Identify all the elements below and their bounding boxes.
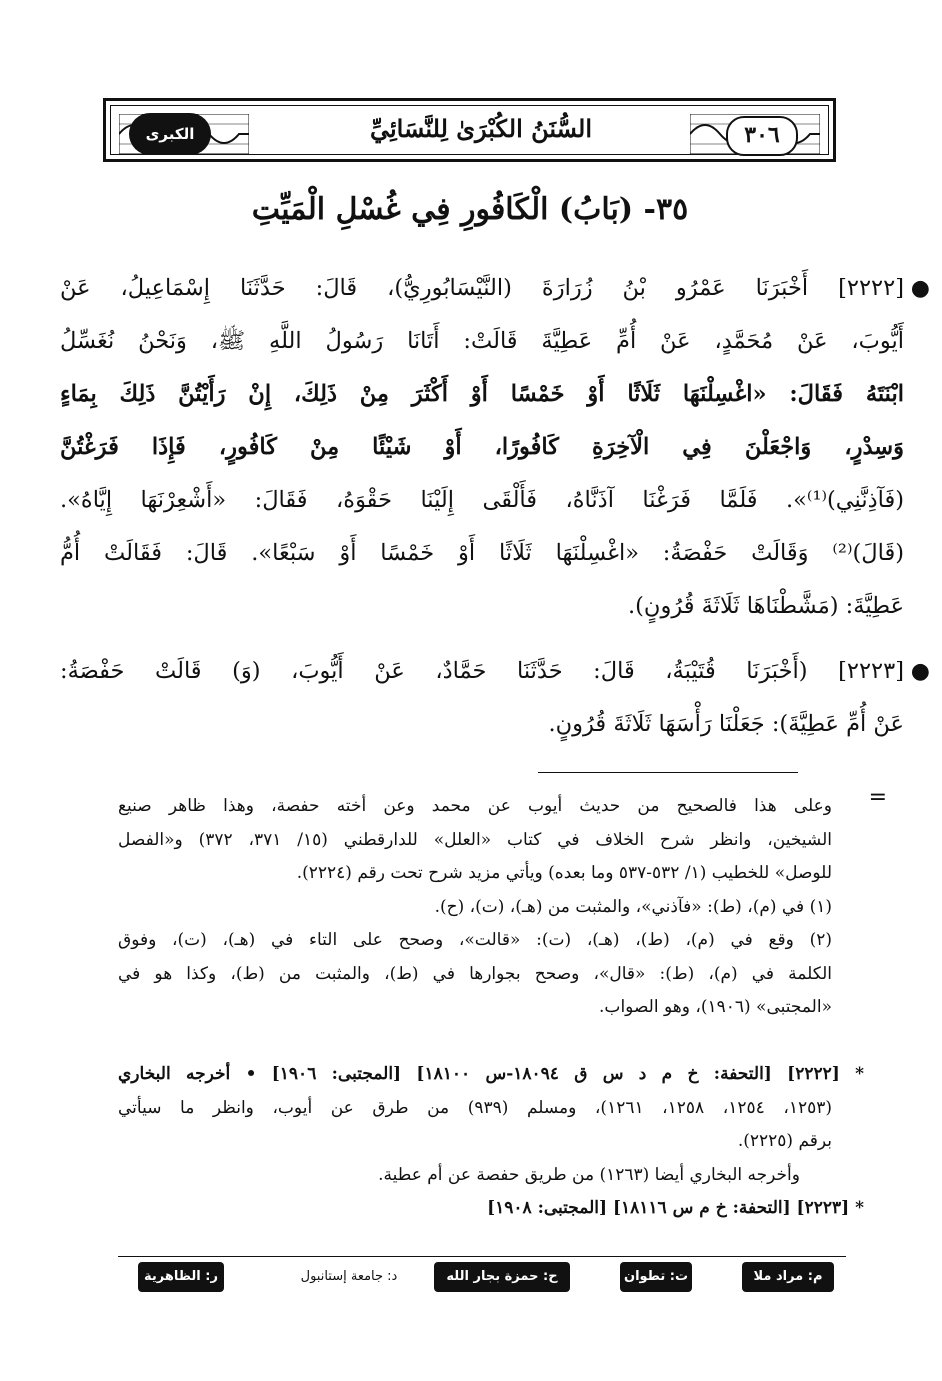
- footnote-line: وعلى هذا فالصحيح من حديث أيوب عن محمد وعن أخته حفصة، وهذا ظاهر صنيع: [118, 796, 832, 816]
- bullet-icon: ●: [910, 276, 930, 301]
- takhrij-line: * [٢٢٢٢] [التحفة: خ م د س ق ١٨٠٩٤-س ١٨١٠٠] [المجتبى: ١٩٠٦] • أخرجه البخاري: [118, 1064, 864, 1084]
- manuscript-legend: [130, 1262, 834, 1294]
- takhrij-line: * [٢٢٢٣] [التحفة: خ م س ١٨١١٦] [المجتبى: ١٩٠٨]: [487, 1198, 864, 1218]
- hadith-line: أَيُّوبَ، عَنْ مُحَمَّدٍ، عَنْ أُمِّ عَطِيَّةَ قَالَتْ: أَتَانَا رَسُولُ اللَّهِ ﷺ، وَنَحْنُ نُغَسِّلُ: [60, 328, 904, 354]
- manuscript-tag: ح: حمزة بجار الله: [434, 1262, 570, 1292]
- page-header: [103, 98, 836, 162]
- manuscript-tag: ت: تطوان: [620, 1262, 692, 1292]
- hadith-line: ابْنَتَهُ فَقَالَ: «اغْسِلْنَهَا ثَلَاثًا أَوْ خَمْسًا أَوْ أَكْثَرَ مِنْ ذَلِكَ، إِنْ رَأَيْتُنَّ ذَلِكَ بِمَاءٍ: [60, 381, 904, 407]
- footnote-line: الكلمة في (م)، (ط): «قال»، وصحح بجوارها في (ط)، والمثبت من (ط)، وكذا هو في: [118, 963, 832, 984]
- book-title: السُّنَنُ الكُبْرَىٰ لِلنَّسَائِيِّ: [369, 114, 593, 143]
- hadith-line: [٢٢٢٢] أَخْبَرَنَا عَمْرُو بْنُ زُرَارَةَ (النَّيْسَابُورِيُّ)، قَالَ: حَدَّثَنَا إِسْمَاعِيلُ، عَنْ: [60, 275, 904, 301]
- hadith-line: (قَالَ)⁽²⁾ وَقَالَتْ حَفْصَةُ: «اغْسِلْنَهَا ثَلَاثًا أَوْ خَمْسًا أَوْ سَبْعًا». قَالَ: فَقَالَتْ أُمُّ: [60, 540, 904, 566]
- hadith-entry: [60, 262, 930, 633]
- bottom-separator: [118, 1256, 846, 1257]
- manuscript-tag: د: جامعة إستانبول: [300, 1269, 398, 1284]
- takhrij-block: [118, 1058, 864, 1226]
- footnote-separator: [538, 772, 798, 773]
- footnote-line: (١) في (م)، (ط): «فآذني»، والمثبت من (هـ)، (ت)، (ح).: [434, 896, 832, 917]
- hadith-line: عَنْ أُمِّ عَطِيَّةَ): جَعَلْنَا رَأْسَهَا ثَلَاثَةَ قُرُونٍ.: [548, 711, 904, 737]
- takhrij-line: برقم (٢٢٢٥).: [737, 1131, 832, 1151]
- hadith-line: (فَآذِنَّنِي)⁽¹⁾». فَلَمَّا فَرَغْنَا آذَنَّاهُ، فَأَلْقَى إِلَيْنَا حَقْوَهُ، فَقَالَ: «أَشْعِرْنَهَا إِيَّاهُ».: [60, 487, 904, 513]
- footnote-line: للوصل» للخطيب (١/ ٥٣٢-٥٣٧ وما بعده) ويأتي مزيد شرح تحت رقم (٢٢٢٤).: [296, 863, 832, 883]
- bullet-icon: ●: [910, 659, 930, 684]
- header-inner-frame: [110, 105, 829, 155]
- book-seal: الكبرى: [129, 113, 211, 155]
- takhrij-line: (١٢٥٣، ١٢٥٤، ١٢٥٨، ١٢٦١)، ومسلم (٩٣٩) من طرق عن أيوب، وانظر ما سيأتي: [118, 1097, 833, 1118]
- footnote-line: الشيخين، وانظر شرح الخلاف في كتاب «العلل» للدارقطني (١٥/ ٣٧١، ٣٧٢) و«الفصل: [118, 829, 832, 850]
- footnotes: [118, 790, 832, 1025]
- takhrij-line: وأخرجه البخاري أيضا (١٢٦٣) من طريق حفصة عن أم عطية.: [378, 1164, 800, 1185]
- hadith-line: وَسِدْرٍ، وَاجْعَلْنَ فِي الْآخِرَةِ كَافُورًا، أَوْ شَيْئًا مِنْ كَافُورٍ، فَإِذَا فَرَغْتُنَّ: [60, 434, 904, 460]
- continuation-mark: =: [868, 785, 887, 810]
- hadith-line: [٢٢٢٣] (أَخْبَرَنَا قُتَيْبَةُ، قَالَ: حَدَّثَنَا حَمَّادٌ، عَنْ أَيُّوبَ، (وَ) قَالَتْ حَفْصَةُ:: [60, 658, 904, 684]
- chapter-title: ٣٥- (بَابُ) الْكَافُورِ فِي غُسْلِ الْمَيِّتِ: [251, 192, 689, 227]
- footnote-line: (٢) وقع في (م)، (ط)، (هـ)، (ت): «قالت»، وصحح على التاء في (هـ)، (ت)، وفوق: [118, 930, 832, 950]
- manuscript-tag: م: مراد ملا: [742, 1262, 834, 1292]
- hadith-entry: [60, 645, 930, 751]
- page-number: ٣٠٦: [726, 116, 798, 156]
- hadith-line: عَطِيَّةَ: (مَشَّطْنَاهَا ثَلَاثَةَ قُرُونٍ).: [628, 593, 904, 619]
- footnote-line: «المجتبى» (١٩٠٦)، وهو الصواب.: [599, 997, 832, 1017]
- manuscript-tag: ر: الظاهرية: [138, 1262, 224, 1292]
